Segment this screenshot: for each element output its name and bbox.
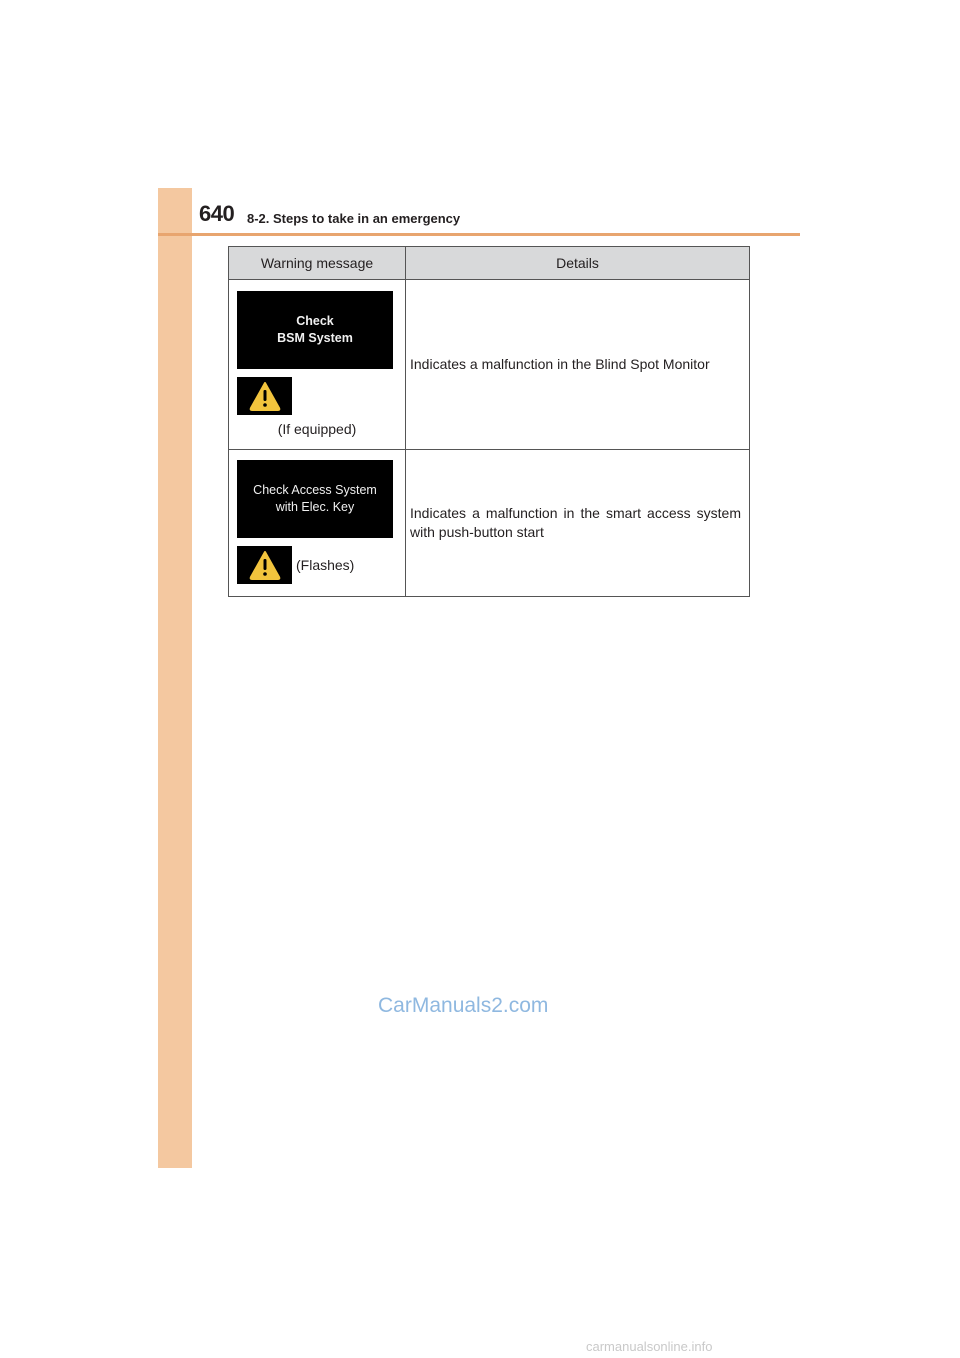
column-header-warning-message: Warning message: [229, 247, 406, 280]
warning-triangle-icon: [237, 546, 292, 584]
table-header-row: [229, 247, 750, 280]
note-text: (Flashes): [296, 557, 355, 573]
section-title: 8-2. Steps to take in an emergency: [247, 211, 461, 226]
warning-triangle-icon: [237, 377, 292, 415]
warning-message-table: [228, 246, 750, 597]
side-band: [158, 188, 192, 1168]
details-cell: Indicates a malfunction in the smart access system with push-button start: [406, 450, 750, 597]
note-text: (If equipped): [277, 420, 357, 437]
header-rule: [158, 233, 800, 236]
display-screen-image: Check Access System with Elec. Key: [237, 460, 393, 538]
table-row: [229, 450, 750, 597]
page-number: 640: [199, 201, 235, 226]
column-header-details: Details: [406, 247, 750, 280]
table-row: [229, 280, 750, 450]
icon-row: [237, 377, 397, 437]
display-screen-image: Check BSM System: [237, 291, 393, 369]
site-watermark[interactable]: CarManuals2.com: [378, 994, 549, 1017]
warning-message-cell: [229, 280, 406, 450]
warning-message-cell: [229, 450, 406, 597]
footer-watermark: carmanualsonline.info: [586, 1339, 713, 1354]
icon-row: [237, 546, 397, 584]
details-cell: Indicates a malfunction in the Blind Spot Monitor: [406, 280, 750, 450]
